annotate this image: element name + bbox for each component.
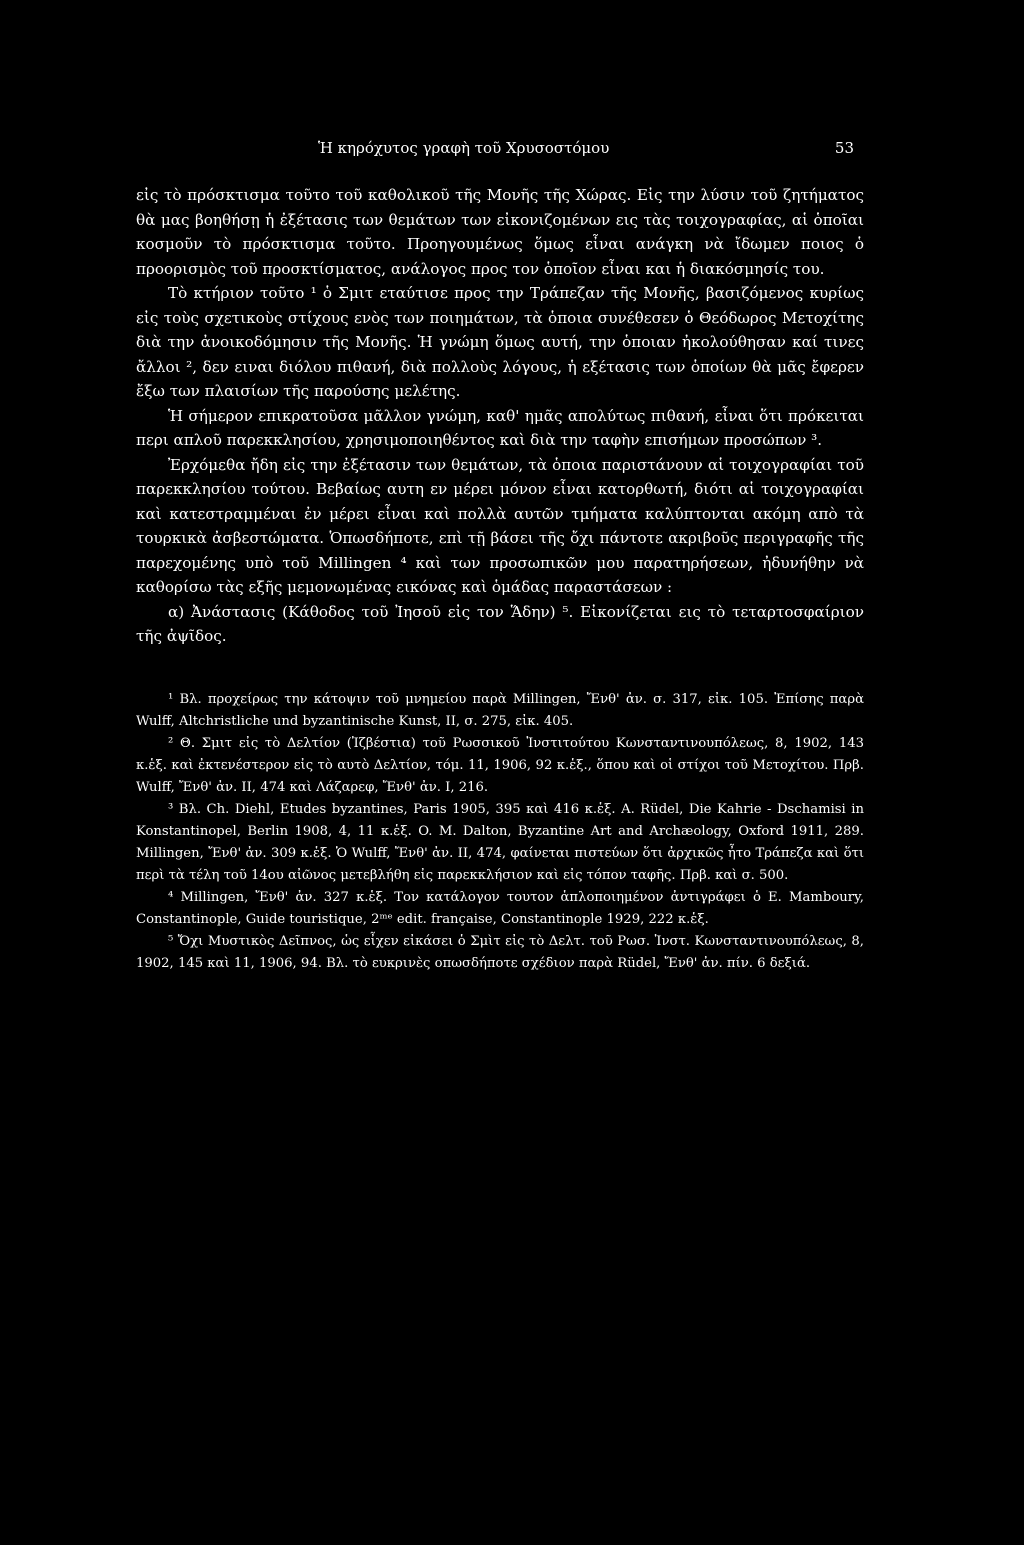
body-text [136, 183, 864, 649]
footnote-4: ⁴ Millingen, Ἔνθ' ἀν. 327 κ.ἑξ. Τον κατάλογον τουτον ἁπλοποιημένον ἀντιγράφει ὁ E. Mamboury, Constantinople, Guide touristique, 2ᵐᵉ edit. française, Constantinople 1929, 222 κ.ἑξ. [136, 889, 864, 927]
footnotes [136, 689, 864, 975]
page-number: 53 [834, 139, 854, 157]
paragraph: εἰς τὸ πρόσκτισμα τοῦτο τοῦ καθολικοῦ τῆς Μονῆς τῆς Χώρας. Εἰς την λύσιν τοῦ ζητήματος θὰ μας βοηθήσῃ ἡ ἐξέτασις των θεμάτων των εἰκονιζομένων εις τὰς τοιχογραφίας, αἱ ὁποῖαι κοσμοῦν τὸ πρόσκτισμα τοῦτο. Προηγουμένως ὅμως εἶναι ανάγκη νὰ ἴδωμεν ποιος ὁ προορισμὸς τοῦ προσκτίσματος, ανάλογος προς τον ὁποῖον εἶναι και ἡ διακόσμησίς του. [136, 186, 864, 278]
paragraph: α) Ἀνάστασις (Κάθοδος τοῦ Ἰησοῦ εἰς τον Ἅδην) ⁵. Εἰκονίζεται εις τὸ τεταρτοσφαίριον τῆς ἀψῖδος. [136, 602, 864, 645]
footnote-3: ³ Βλ. Ch. Diehl, Etudes byzantines, Paris 1905, 395 καὶ 416 κ.ἑξ. A. Rüdel, Die Kahrie - Dschamisi in Konstantinopel, Berlin 1908, 4, 11 κ.ἑξ. O. M. Dalton, Byzantine Art and Archæology, Oxford 1911, 289. Millingen, Ἔνθ' ἀν. 309 κ.ἑξ. Ὁ Wulff, Ἔνθ' ἀν. II, 474, φαίνεται πιστεύων ὅτι ἀρχικῶς ἦτο Τράπεζα καὶ ὅτι περὶ τὰ τέλη τοῦ 14ου αἰῶνος μετεβλήθη εἰς παρεκκλήσιον καὶ εἰς τόπον ταφῆς. Πρβ. καὶ σ. 500. [136, 801, 864, 883]
running-title: Ἡ κηρόχυτος γραφὴ τοῦ Χρυσοστόμου [318, 139, 610, 157]
running-header [136, 133, 864, 163]
paragraph: Τὸ κτήριον τοῦτο ¹ ὁ Σμιτ εταύτισε προς την Τράπεζαν τῆς Μονῆς, βασιζόμενος κυρίως εἰς τοὺς σχετικοὺς στίχους ενὸς των ποιημάτων, τὰ ὁποια συνέθεσεν ὁ Θεόδωρος Μετοχίτης διὰ την ἀνοικοδόμησιν τῆς Μονῆς. Ἡ γνώμη ὅμως αυτή, την ὁποιαν ἠκολούθησαν καί τινες ἄλλοι ², δεν ειναι διόλου πιθανή, διὰ πολλοὺς λόγους, ἡ εξέτασις των ὁποίων θὰ μᾶς ἔφερεν ἔξω των πλαισίων τῆς παρούσης μελέτης. [136, 284, 864, 400]
footnote-1: ¹ Βλ. προχείρως την κάτοψιν τοῦ μνημείου παρὰ Millingen, Ἔνθ' ἀν. σ. 317, εἰκ. 105. Ἐπίσης παρὰ Wulff, Altchristliche und byzantinische Kunst, II, σ. 275, εἰκ. 405. [136, 691, 864, 729]
text-area [136, 133, 864, 975]
paragraph: Ἐρχόμεθα ἤδη εἰς την ἐξέτασιν των θεμάτων, τὰ ὁποια παριστάνουν αἱ τοιχογραφίαι τοῦ παρεκκλησίου τούτου. Βεβαίως αυτη εν μέρει μόνον εἶναι κατορθωτή, διότι αἱ τοιχογραφίαι καὶ κατεστραμμέναι ἐν μέρει εἶναι καὶ πολλὰ αυτῶν τμήματα καλύπτονται ακόμη απὸ τὰ τουρκικὰ ἀσβεστώματα. Ὁπωσδήποτε, επὶ τῇ βάσει τῆς ὄχι πάντοτε ακριβοῦς περιγραφῆς τῆς παρεχομένης υπὸ τοῦ Millingen ⁴ καὶ των προσωπικῶν μου παρατηρήσεων, ἠδυνήθην νὰ καθορίσω τὰς εξῆς μεμονωμένας εικόνας καὶ ὁμάδας παραστάσεων : [136, 455, 864, 596]
footnote-2: ² Θ. Σμιτ εἰς τὸ Δελτίον (Ἰζβέστια) τοῦ Ρωσσικοῦ Ἰνστιτούτου Κωνσταντινουπόλεως, 8, 1902, 143 κ.ἑξ. καὶ ἐκτενέστερον εἰς τὸ αυτὸ Δελτίον, τόμ. 11, 1906, 92 κ.ἑξ., ὅπου καὶ οἱ στίχοι τοῦ Μετοχίτου. Πρβ. Wulff, Ἔνθ' ἀν. II, 474 καὶ Λάζαρεφ, Ἔνθ' ἀν. I, 216. [136, 735, 864, 795]
paragraph: Ἡ σήμερον επικρατοῦσα μᾶλλον γνώμη, καθ' ημᾶς απολύτως πιθανή, εἶναι ὅτι πρόκειται περι απλοῦ παρεκκλησίου, χρησιμοποιηθέντος καὶ διὰ την ταφὴν επισήμων προσώπων ³. [136, 406, 864, 449]
footnote-5: ⁵ Ὄχι Μυστικὸς Δεῖπνος, ὡς εἶχεν εἰκάσει ὁ Σμὶτ εἰς τὸ Δελτ. τοῦ Ρωσ. Ἰνστ. Κωνσταντινουπόλεως, 8, 1902, 145 καὶ 11, 1906, 94. Βλ. τὸ ευκρινὲς οπωσδήποτε σχέδιον παρὰ Rüdel, Ἔνθ' ἀν. πίν. 6 δεξιά. [136, 933, 864, 971]
